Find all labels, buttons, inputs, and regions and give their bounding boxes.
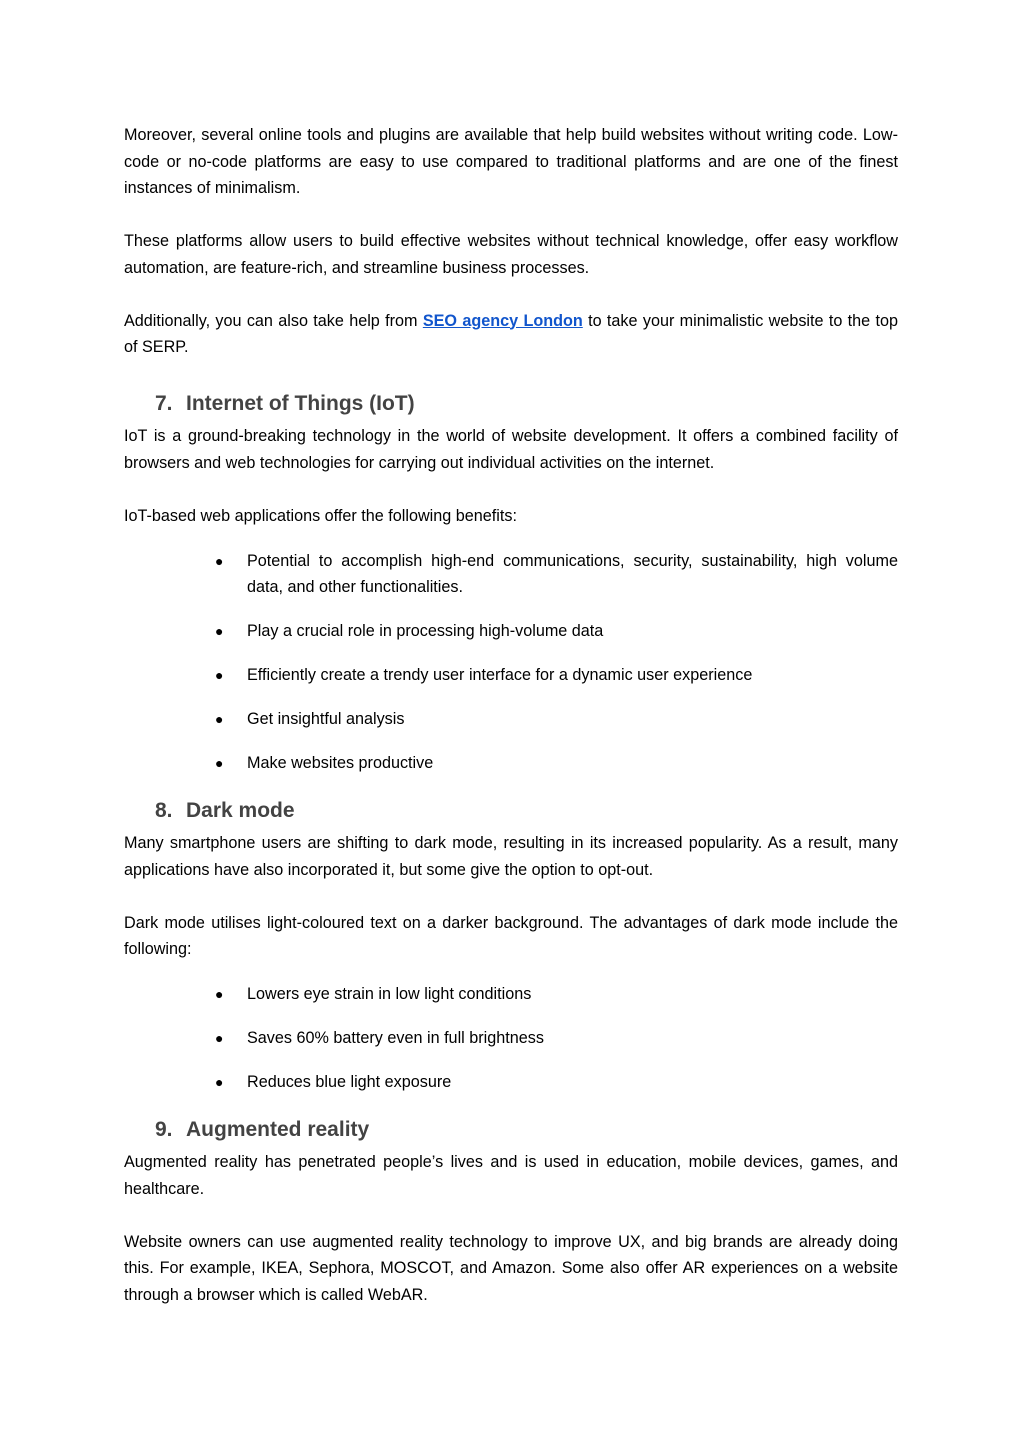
section-heading-iot — [155, 387, 898, 421]
list-item — [124, 618, 898, 645]
bullet-icon: ● — [215, 986, 224, 1002]
list-item-text: Potential to accomplish high-end communications, security, sustainability, high volume data, and other functionalities. — [247, 551, 898, 596]
list-item-text: Saves 60% battery even in full brightness — [247, 1029, 544, 1047]
list-item — [124, 981, 898, 1008]
section-heading-augmented-reality — [155, 1113, 898, 1147]
document-body — [124, 122, 898, 1335]
paragraph-text: Additionally, you can also take help from — [124, 311, 423, 330]
list-item — [124, 750, 898, 777]
dark-mode-advantages-list — [124, 981, 898, 1096]
seo-agency-link[interactable]: SEO agency London — [422, 311, 583, 330]
list-item-text: Make websites productive — [247, 754, 434, 772]
bullet-icon: ● — [215, 1074, 224, 1090]
bullet-icon: ● — [215, 667, 224, 683]
list-item — [124, 1069, 898, 1096]
list-item — [124, 706, 898, 733]
paragraph-text: to take your minimalistic website to the top of SERP. — [124, 311, 898, 356]
paragraph: These platforms allow users to build effective websites without technical knowledge, offer easy workflow automation, are feature-rich, and streamline business processes. — [124, 232, 898, 277]
paragraph: Website owners can use augmented reality technology to improve UX, and big brands are already doing this. For example, IKEA, Sephora, MOSCOT, and Amazon. Some also offer AR experiences on a website through a browser which is called WebAR. — [124, 1232, 898, 1304]
bullet-icon: ● — [215, 755, 224, 771]
paragraph: IoT-based web applications offer the following benefits: — [124, 506, 517, 525]
section-title: Internet of Things (IoT) — [186, 392, 415, 415]
bullet-icon: ● — [215, 623, 224, 639]
paragraph — [124, 308, 898, 361]
section-number: 7. — [155, 392, 173, 415]
bullet-icon: ● — [215, 552, 224, 569]
list-item-text: Lowers eye strain in low light conditions — [247, 985, 532, 1003]
list-item-text: Play a crucial role in processing high-volume data — [247, 622, 604, 640]
paragraph: Augmented reality has penetrated people’s lives and is used in education, mobile devices, games, and healthcare. — [124, 1153, 898, 1198]
list-item-text: Reduces blue light exposure — [247, 1073, 452, 1091]
section-number: 9. — [155, 1118, 173, 1141]
paragraph: Dark mode utilises light-coloured text on a darker background. The advantages of dark mode include the following: — [124, 913, 898, 958]
section-heading-dark-mode — [155, 794, 898, 828]
list-item — [124, 1025, 898, 1052]
section-number: 8. — [155, 799, 173, 822]
list-item-text: Get insightful analysis — [247, 710, 405, 728]
bullet-icon: ● — [215, 1030, 224, 1046]
section-title: Augmented reality — [186, 1118, 370, 1141]
paragraph: IoT is a ground-breaking technology in the world of website development. It offers a combined facility of browsers and web technologies for carrying out individual activities on the internet. — [124, 427, 898, 472]
list-item-text: Efficiently create a trendy user interface for a dynamic user experience — [247, 666, 753, 684]
bullet-icon: ● — [215, 711, 224, 727]
section-title: Dark mode — [186, 799, 295, 822]
list-item — [124, 662, 898, 689]
paragraph: Many smartphone users are shifting to dark mode, resulting in its increased popularity. As a result, many applications have also incorporated it, but some give the option to opt-out. — [124, 834, 898, 879]
paragraph: Moreover, several online tools and plugins are available that help build websites without writing code. Low-code or no-code platforms are easy to use compared to traditional platforms and are one of the finest instances of minimalism. — [124, 126, 898, 197]
iot-benefits-list — [124, 548, 898, 777]
list-item — [124, 548, 898, 601]
